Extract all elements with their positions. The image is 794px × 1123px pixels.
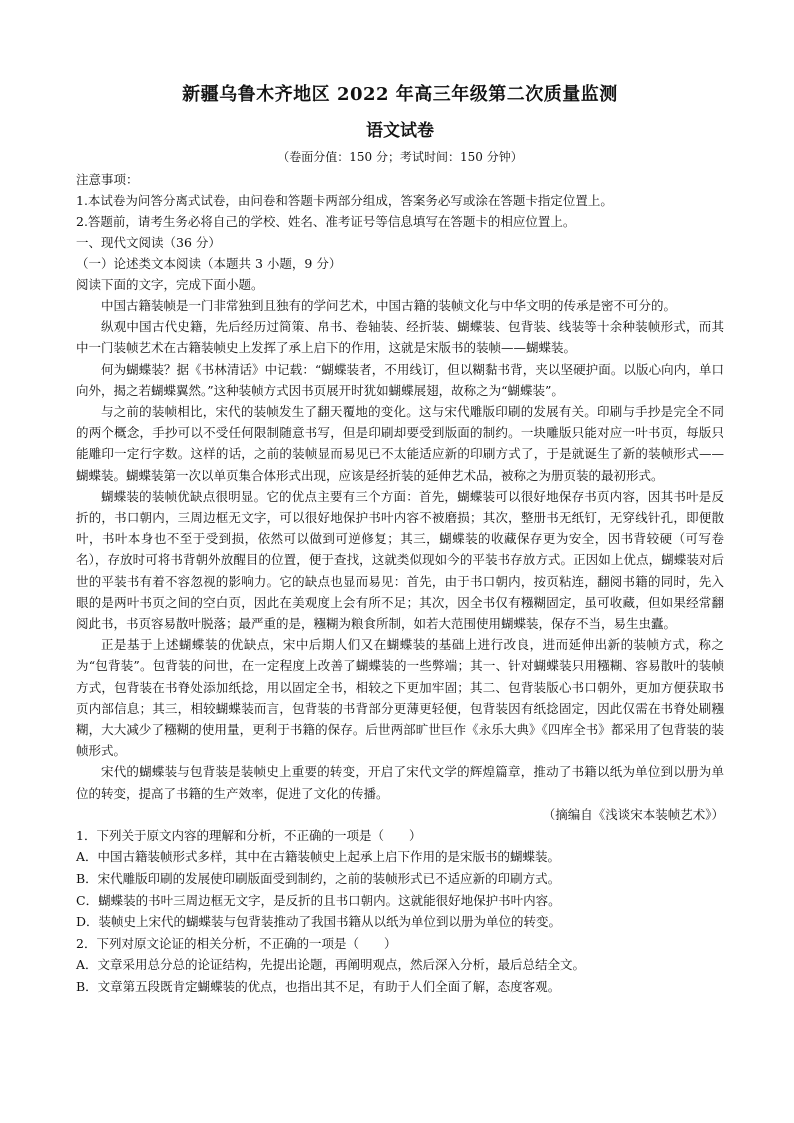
article-paragraph: 正是基于上述蝴蝶装的优缺点，宋中后期人们又在蝴蝶装的基础上进行改良，进而延伸出新的装帧方式，称之为“包背装”。包背装的问世，在一定程度上改善了蝴蝶装的一些弊端；其一、针对蝴蝶装只用糨糊、容易散叶的装帧方式，包背装在书脊处添加纸捻，用以固定全书，相较之下更加牢固；其二、包背装版心书口朝外，更加方便获取书页内部信息；其三，相较蝴蝶装而言，包背装的书背部分更薄更轻便，包背装因有纸捻固定，因此仅需在书脊处刷糨糊，大大减少了糨糊的使用量，更利于书籍的保存。后世两部旷世巨作《永乐大典》《四库全书》都采用了包背装的装帧形式。	[76, 637, 724, 759]
article-paragraph: 蝴蝶装的装帧优缺点很明显。它的优点主要有三个方面：首先，蝴蝶装可以很好地保存书页内容，因其书叶是反折的，书口朝内，三周边框无文字，可以很好地保护书叶内容不被磨损；其次，整册书无纸钉，无穿线针孔，即便散叶，书叶本身也不至于受到损，依然可以做到可逆修复；其三，蝴蝶装的收藏保存更为安全，因书背较硬（可写卷名），存放时可将书背朝外放醒目的位置，便于查找，这就类似现如今的平装书存放方式。正因如上优点，蝴蝶装对后世的平装书有着不容忽视的影响力。它的缺点也显而易见：首先，由于书口朝内，按页粘连，翻阅书籍的同时，先入眼的是两叶书页之间的空白页，因此在美观度上会有所不足；其次，因全书仅有糨糊固定，虽可收藏，但如果经常翻阅此书，书页容易散叶脱落；最严重的是，糨糊为粮食所制，如若大范围使用蝴蝶装，保存不当，易生虫蠹。	[76, 488, 724, 632]
article-source: （摘编自《浅谈宋本装帧艺术》）	[542, 806, 724, 822]
section-heading: 一、现代文阅读（36 分）	[76, 235, 221, 250]
section-subheading: （一）论述类文本阅读（本题共 3 小题，9 分）	[76, 256, 342, 271]
reading-instruction: 阅读下面的文字，完成下面小题。	[76, 277, 264, 292]
section-header	[76, 232, 724, 295]
notice-block	[76, 169, 724, 232]
notice-item: 2.答题前，请考生务必将自己的学校、姓名、准考证号等信息填写在答题卡的相应位置上。	[76, 214, 576, 229]
question-option: A．文章采用总分总的论证结构，先提出论题，再阐明观点，然后深入分析，最后总结全文。	[76, 957, 586, 973]
article-paragraph: 与之前的装帧相比，宋代的装帧发生了翻天覆地的变化。这与宋代雕版印刷的发展有关。印刷与手抄是完全不同的两个概念，手抄可以不受任何限制随意书写，但是印刷却要受到版面的制约。一块雕版只能对应一叶书页，每版只能雕印一定行字数。这样的话，之前的装帧显而易见已不太能适应新的印刷方式了，于是就诞生了新的装帧形式——蝴蝶装。蝴蝶装第一次以单页集合体形式出现，应该是经折装的延伸艺术品，被称之为册页装的最初形式。	[76, 404, 724, 483]
question-list	[76, 825, 724, 998]
exam-title: 新疆乌鲁木齐地区 2022 年高三年级第二次质量监测	[182, 84, 618, 105]
notice-heading: 注意事项：	[76, 172, 139, 187]
exam-page	[76, 84, 724, 998]
article-paragraph: 中国古籍装帧是一门非常独到且独有的学问艺术，中国古籍的装帧文化与中华文明的传承是密不可分的。	[101, 298, 677, 313]
question-option: C．蝴蝶装的书叶三周边框无文字，是反折的且书口朝内。这就能很好地保护书叶内容。	[76, 892, 561, 908]
question-option: D．装帧史上宋代的蝴蝶装与包背装推动了我国书籍从以纸为单位到以册为单位的转变。	[76, 914, 562, 930]
question-stem: 2．下列对原文论证的相关分析，不正确的一项是（ ）	[76, 935, 397, 951]
question-option: B．文章第五段既肯定蝴蝶装的优点，也指出其不足，有助于人们全面了解，态度客观。	[76, 979, 561, 995]
question-stem: 1．下列关于原文内容的理解和分析，不正确的一项是（ ）	[76, 827, 422, 843]
article-paragraph: 纵观中国古代史籍，先后经历过简策、帛书、卷轴装、经折装、蝴蝶装、包背装、线装等十余种装帧形式，而其中一门装帧艺术在古籍装帧史上发挥了承上启下的作用，这就是宋版书的装帧——蝴蝶装。	[76, 319, 724, 356]
paper-subtitle: 语文试卷	[366, 121, 434, 141]
article-paragraph: 何为蝴蝶装？据《书林清话》中记载：“蝴蝶装者，不用线订，但以糊黏书背，夹以坚硬护面。以版心向内，单口向外，揭之若蝴蝶翼然。”这种装帧方式因书页展开时犹如蝴蝶展翅，故称之为“蝴蝶装”。	[76, 361, 724, 398]
article-body	[76, 295, 724, 825]
question-option: B．宋代雕版印刷的发展使印刷版面受到制约，之前的装帧形式已不适应新的印刷方式。	[76, 871, 561, 887]
question-option: A．中国古籍装帧形式多样，其中在古籍装帧史上起承上启下作用的是宋版书的蝴蝶装。	[76, 849, 561, 865]
exam-meta: （卷面分值：150 分；考试时间：150 分钟）	[277, 150, 523, 164]
article-paragraph: 宋代的蝴蝶装与包背装是装帧史上重要的转变，开启了宋代文学的辉煌篇章，推动了书籍以纸为单位到以册为单位的转变，提高了书籍的生产效率，促进了文化的传播。	[76, 764, 724, 801]
notice-item: 1.本试卷为问答分离式试卷，由问卷和答题卡两部分组成，答案务必写或涂在答题卡指定位置上。	[76, 193, 613, 208]
